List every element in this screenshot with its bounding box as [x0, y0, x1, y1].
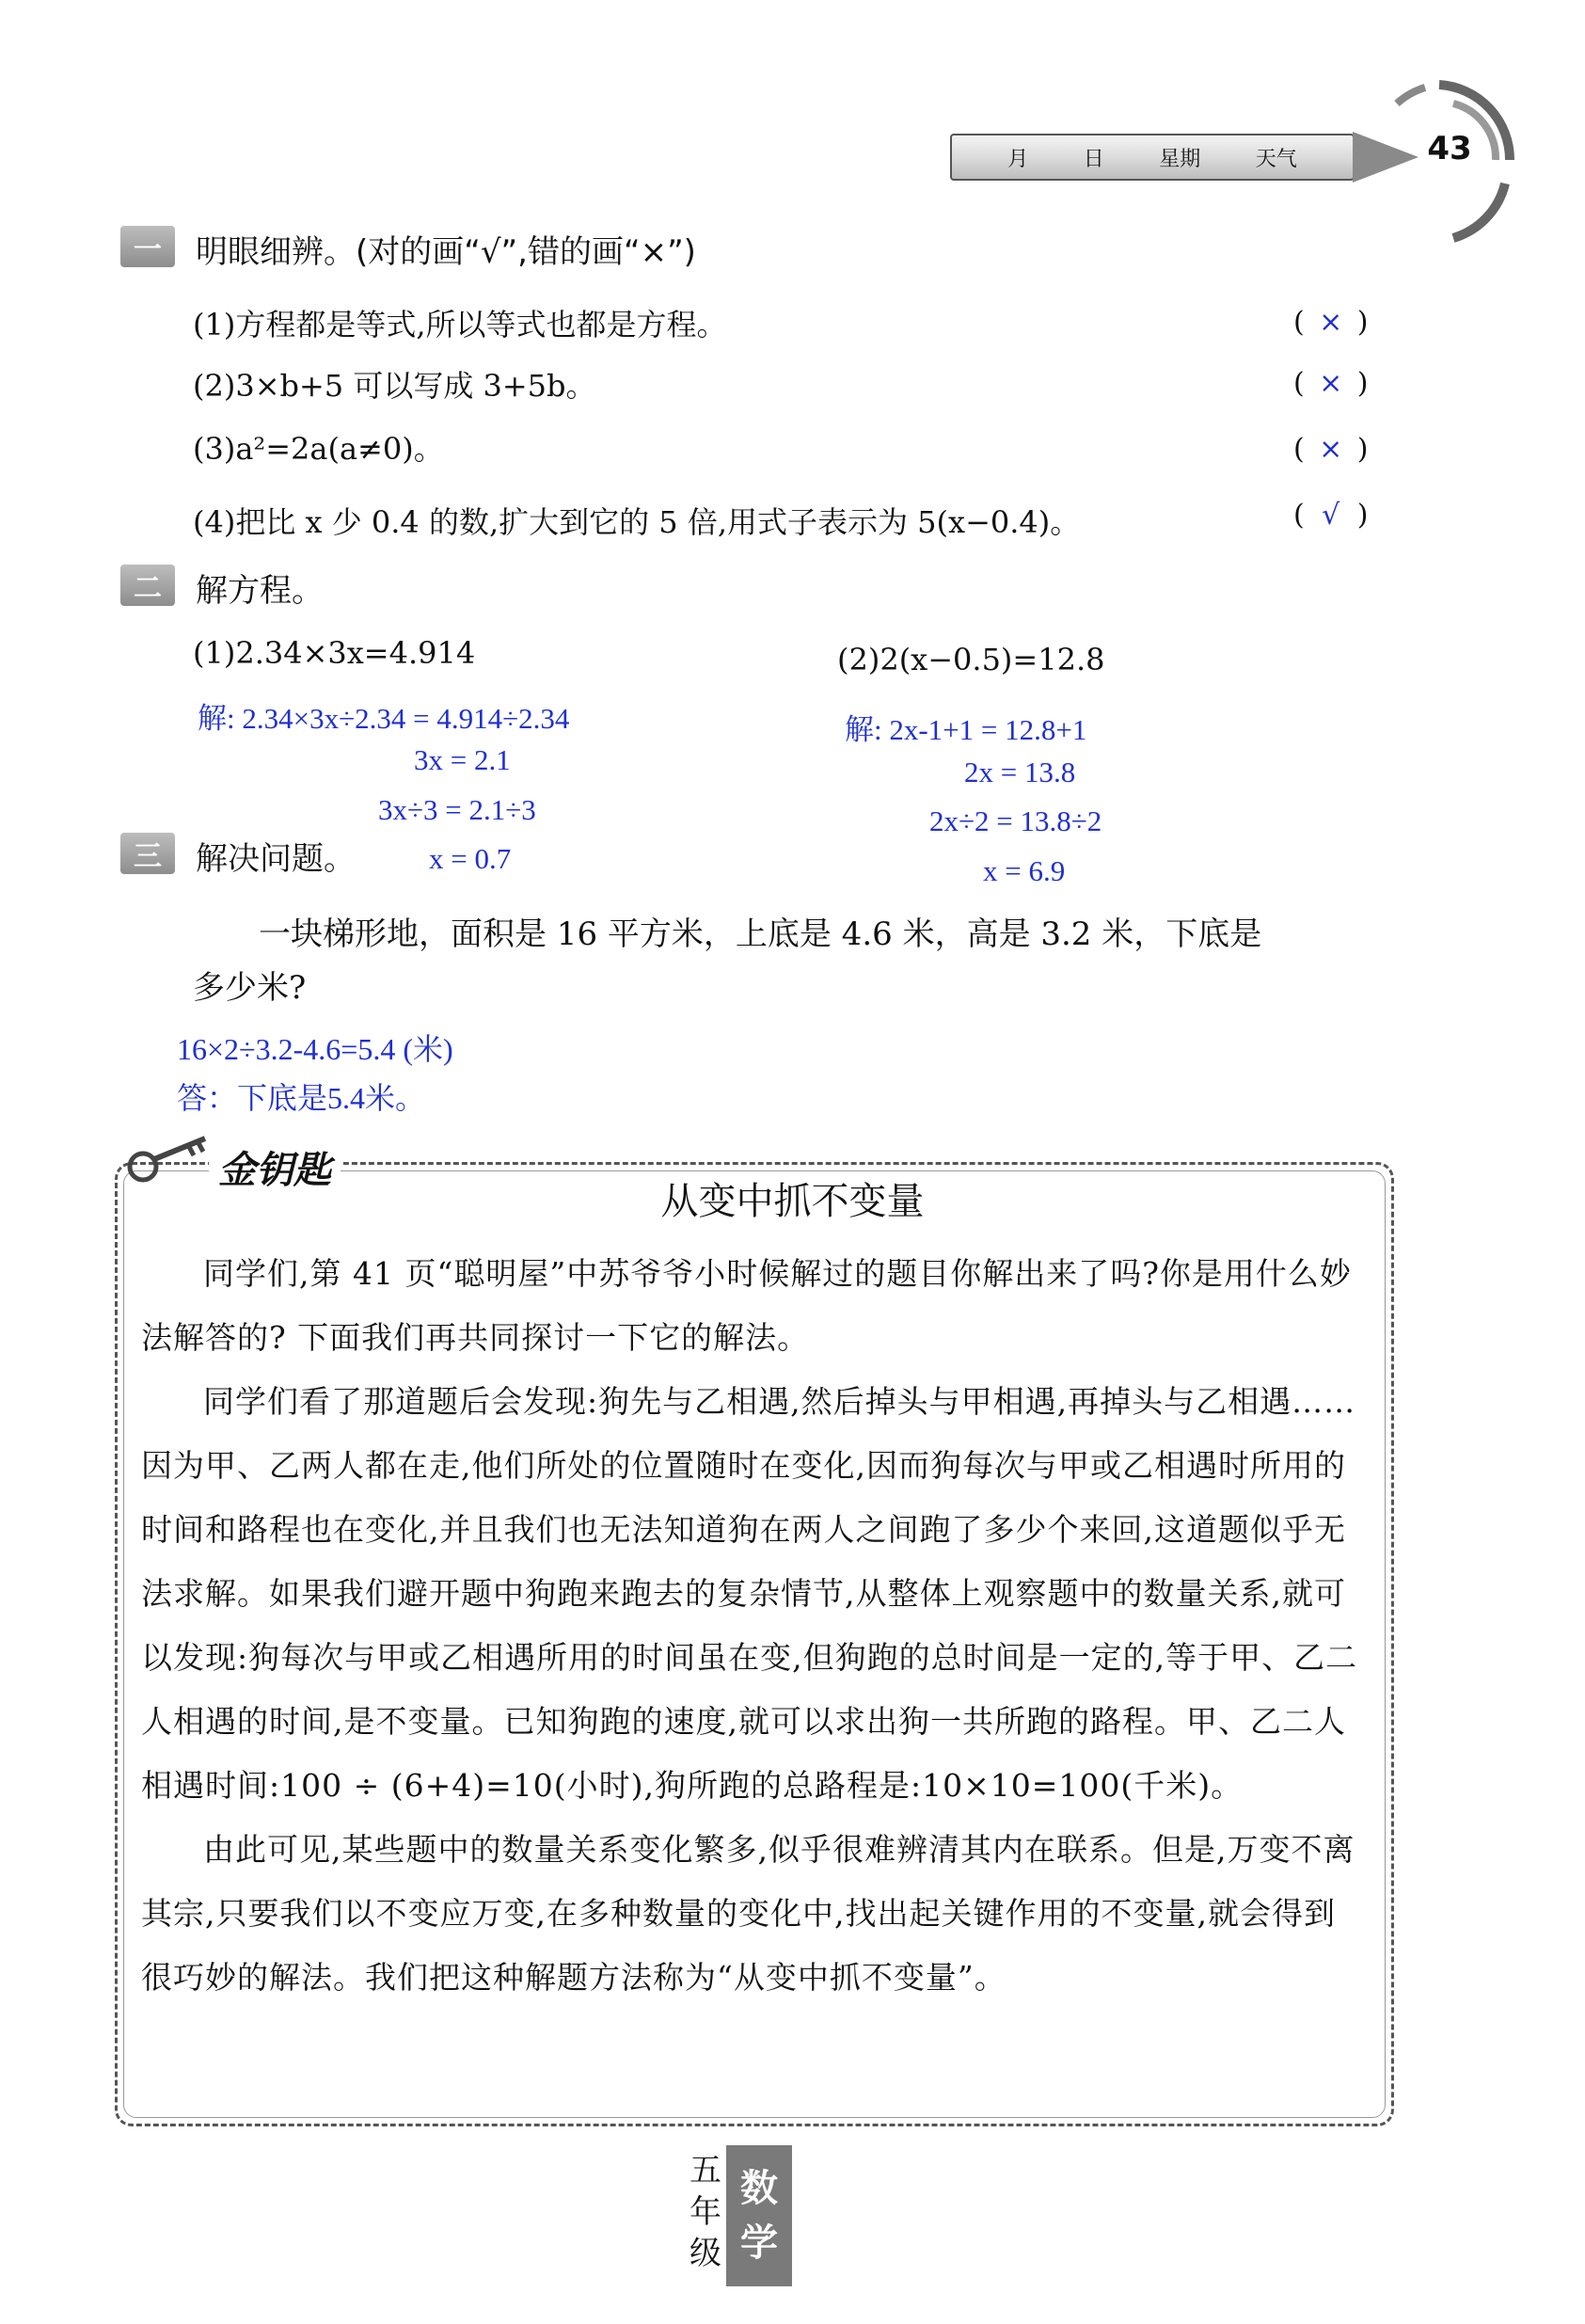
equation-1-step-3: 3x÷3 = 2.1÷3 [378, 793, 536, 826]
section-3-marker: 三 [120, 833, 175, 874]
equation-2-step-1: 解: 2x-1+1 = 12.8+1 [845, 713, 1087, 746]
section-2-title: 解方程。 [196, 572, 324, 610]
equation-1-step-2: 3x = 2.1 [414, 743, 511, 776]
tip-paragraph-3: 由此可见,某些题中的数量关系变化繁多,似乎很难辨清其内在联系。但是,万变不离其宗,只要我们以不变应万变,在多种数量的变化中,找出起关键作用的不变量,就会得到很巧妙的解法。我们把这种解题方法称为“从变中抓不变量”。 [141, 1831, 1355, 1996]
date-month-label: 月 [1007, 147, 1029, 171]
problem-answer: 答：下底是5.4米。 [177, 1081, 426, 1115]
tip-title: 从变中抓不变量 [660, 1180, 925, 1223]
answer-mark: × [1319, 306, 1343, 339]
judge-answer-3: ( × ) [1293, 433, 1369, 466]
grade-label: 五 年 级 [689, 2152, 721, 2272]
tip-paragraph-2: 同学们看了那道题后会发现:狗先与乙相遇,然后掉头与甲相遇,再掉头与乙相遇……因为甲、乙两人都在走,他们所处的位置随时在变化,因而狗每次与甲或乙相遇时所用的时间和路程也在变化,并且我们也无法知道狗在两人之间跑了多少个来回,这道题似乎无法求解。如果我们避开题中狗跑来跑去的复杂情节,从整体上观察题中的数量关系,就可以发现:狗每次与甲或乙相遇所用的时间虽在变,但狗跑的总时间是一定的,等于甲、乙二人相遇的时间,是不变量。已知狗跑的速度,就可以求出狗一共所跑的路程。甲、乙二人相遇时间:100 ÷ (6+4)=10(小时),狗所跑的总路程是:10×10=100(千米)。 [141, 1383, 1358, 1804]
subject-label: 数 学 [726, 2145, 792, 2286]
answer-mark: × [1319, 367, 1343, 400]
page-number: 43 [1427, 130, 1472, 167]
date-weather-label: 天气 [1255, 147, 1297, 171]
judge-answer-2: ( × ) [1293, 367, 1369, 400]
tip-body [141, 1242, 1364, 2010]
equation-1-step-4: x = 0.7 [429, 842, 512, 875]
section-2-marker: 二 [120, 565, 175, 606]
section-3-title: 解决问题。 [196, 840, 356, 878]
section-1-title: 明眼细辨。(对的画“√”,错的画“×”) [196, 233, 696, 271]
tip-label: 金钥匙 [209, 1140, 341, 1194]
date-weekday-label: 星期 [1159, 147, 1201, 171]
problem-solution: 16×2÷3.2-4.6=5.4 (米) [177, 1032, 453, 1066]
judge-item-1: (1)方程都是等式,所以等式也都是方程。 [193, 307, 727, 342]
judge-answer-1: ( × ) [1293, 306, 1369, 339]
judge-item-3: (3)a²=2a(a≠0)。 [193, 431, 444, 467]
problem-text-line-2: 多少米? [193, 969, 307, 1007]
answer-mark: × [1319, 433, 1343, 466]
equation-2-problem: (2)2(x−0.5)=12.8 [837, 642, 1105, 677]
equation-1-step-1: 解: 2.34×3x÷2.34 = 4.914÷2.34 [198, 702, 570, 735]
equation-2-step-3: 2x÷2 = 13.8÷2 [929, 804, 1102, 837]
date-day-label: 日 [1083, 147, 1104, 171]
section-1-marker: 一 [120, 226, 175, 267]
judge-answer-4: ( √ ) [1293, 499, 1369, 532]
date-weather-bar [950, 134, 1355, 181]
equation-2-step-4: x = 6.9 [983, 854, 1066, 887]
answer-mark: √ [1322, 499, 1340, 532]
problem-text-line-1: 一块梯形地，面积是 16 平方米，上底是 4.6 米，高是 3.2 米，下底是 [259, 915, 1262, 953]
equation-1-problem: (1)2.34×3x=4.914 [193, 635, 476, 671]
judge-item-2: (2)3×b+5 可以写成 3+5b。 [193, 368, 596, 404]
tip-paragraph-1: 同学们,第 41 页“聪明屋”中苏爷爷小时候解过的题目你解出来了吗?你是用什么妙法解答的? 下面我们再共同探讨一下它的解法。 [141, 1255, 1352, 1356]
judge-item-4: (4)把比 x 少 0.4 的数,扩大到它的 5 倍,用式子表示为 5(x−0.4)。 [193, 504, 1081, 540]
equation-2-step-2: 2x = 13.8 [964, 756, 1076, 788]
